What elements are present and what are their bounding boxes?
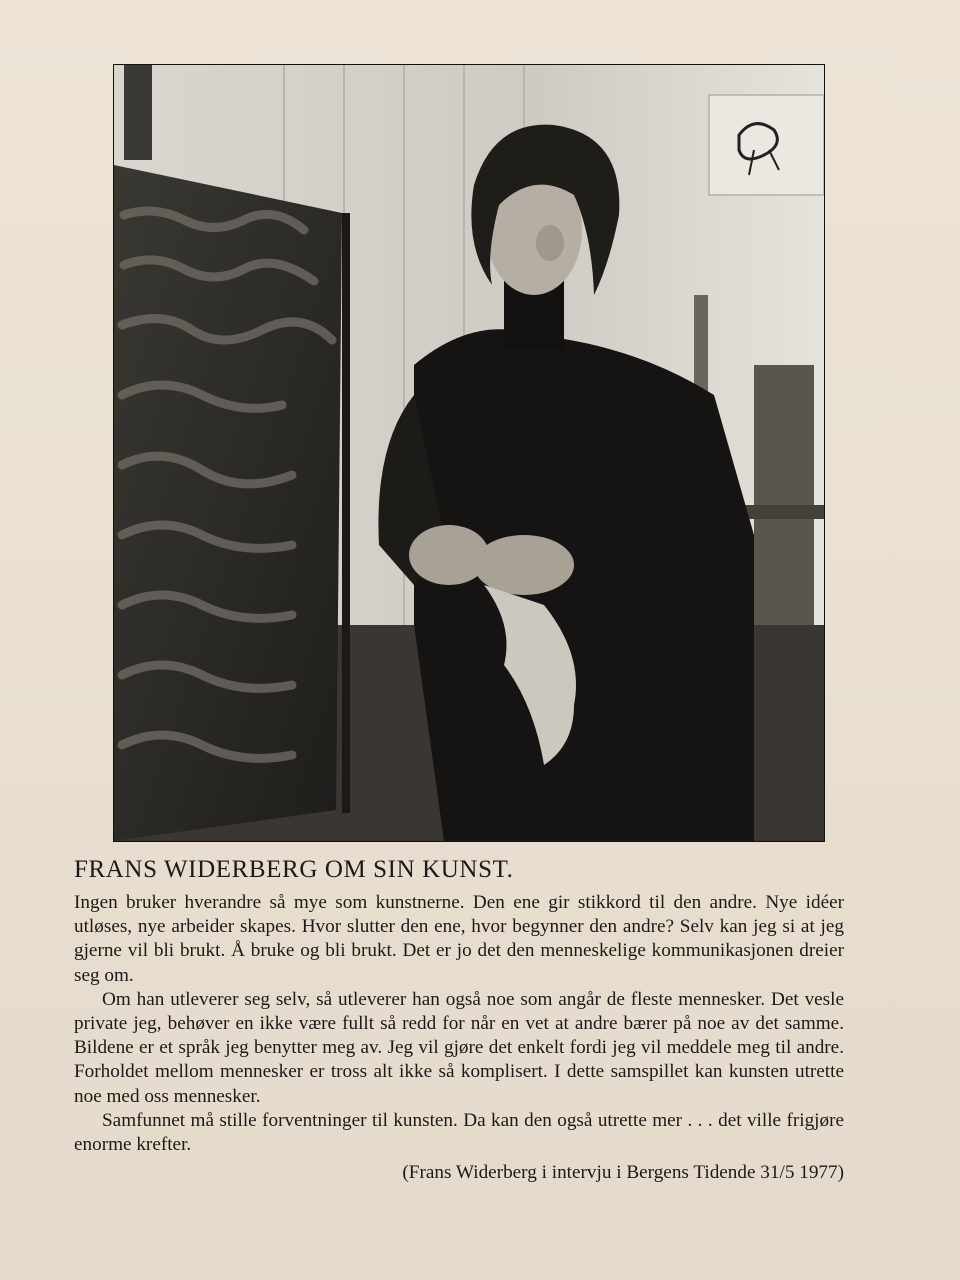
- article-paragraph-2: Om han utleverer seg selv, så utleverer han også noe som angår de fleste mennesker. Det vesle private jeg, behøver en ikke være fullt så redd for når en vet at andre bærer på noe av det samme. Bildene er et språk jeg benytter meg av. Jeg vil gjøre det enkelt fordi jeg vil meddele meg til andre. Forholdet mellom mennesker er tross alt ikke så komplisert. I dette samspillet kan kunsten utrette noe med oss mennesker.: [74, 988, 844, 1107]
- article-heading: FRANS WIDERBERG OM SIN KUNST.: [74, 856, 514, 883]
- artist-portrait-photo: [113, 64, 825, 842]
- article-paragraph-3: Samfunnet må stille forventninger til kunsten. Da kan den også utrette mer . . . det ville frigjøre enorme krefter.: [74, 1109, 844, 1156]
- article-text: [74, 855, 844, 1185]
- article-paragraph-1: Ingen bruker hverandre så mye som kunstnerne. Den ene gir stikkord til den andre. Nye idéer utløses, nye arbeider skapes. Hvor slutter den ene, hvor begynner den andre? Selv kan jeg si at jeg gjerne vil bli brukt. Å bruke og bli brukt. Det er jo det den menneskelige kommunikasjonen dreier seg om.: [74, 892, 844, 986]
- source-caption: (Frans Widerberg i intervju i Bergens Tidende 31/5 1977): [402, 1162, 844, 1184]
- photo-illustration: [114, 65, 824, 841]
